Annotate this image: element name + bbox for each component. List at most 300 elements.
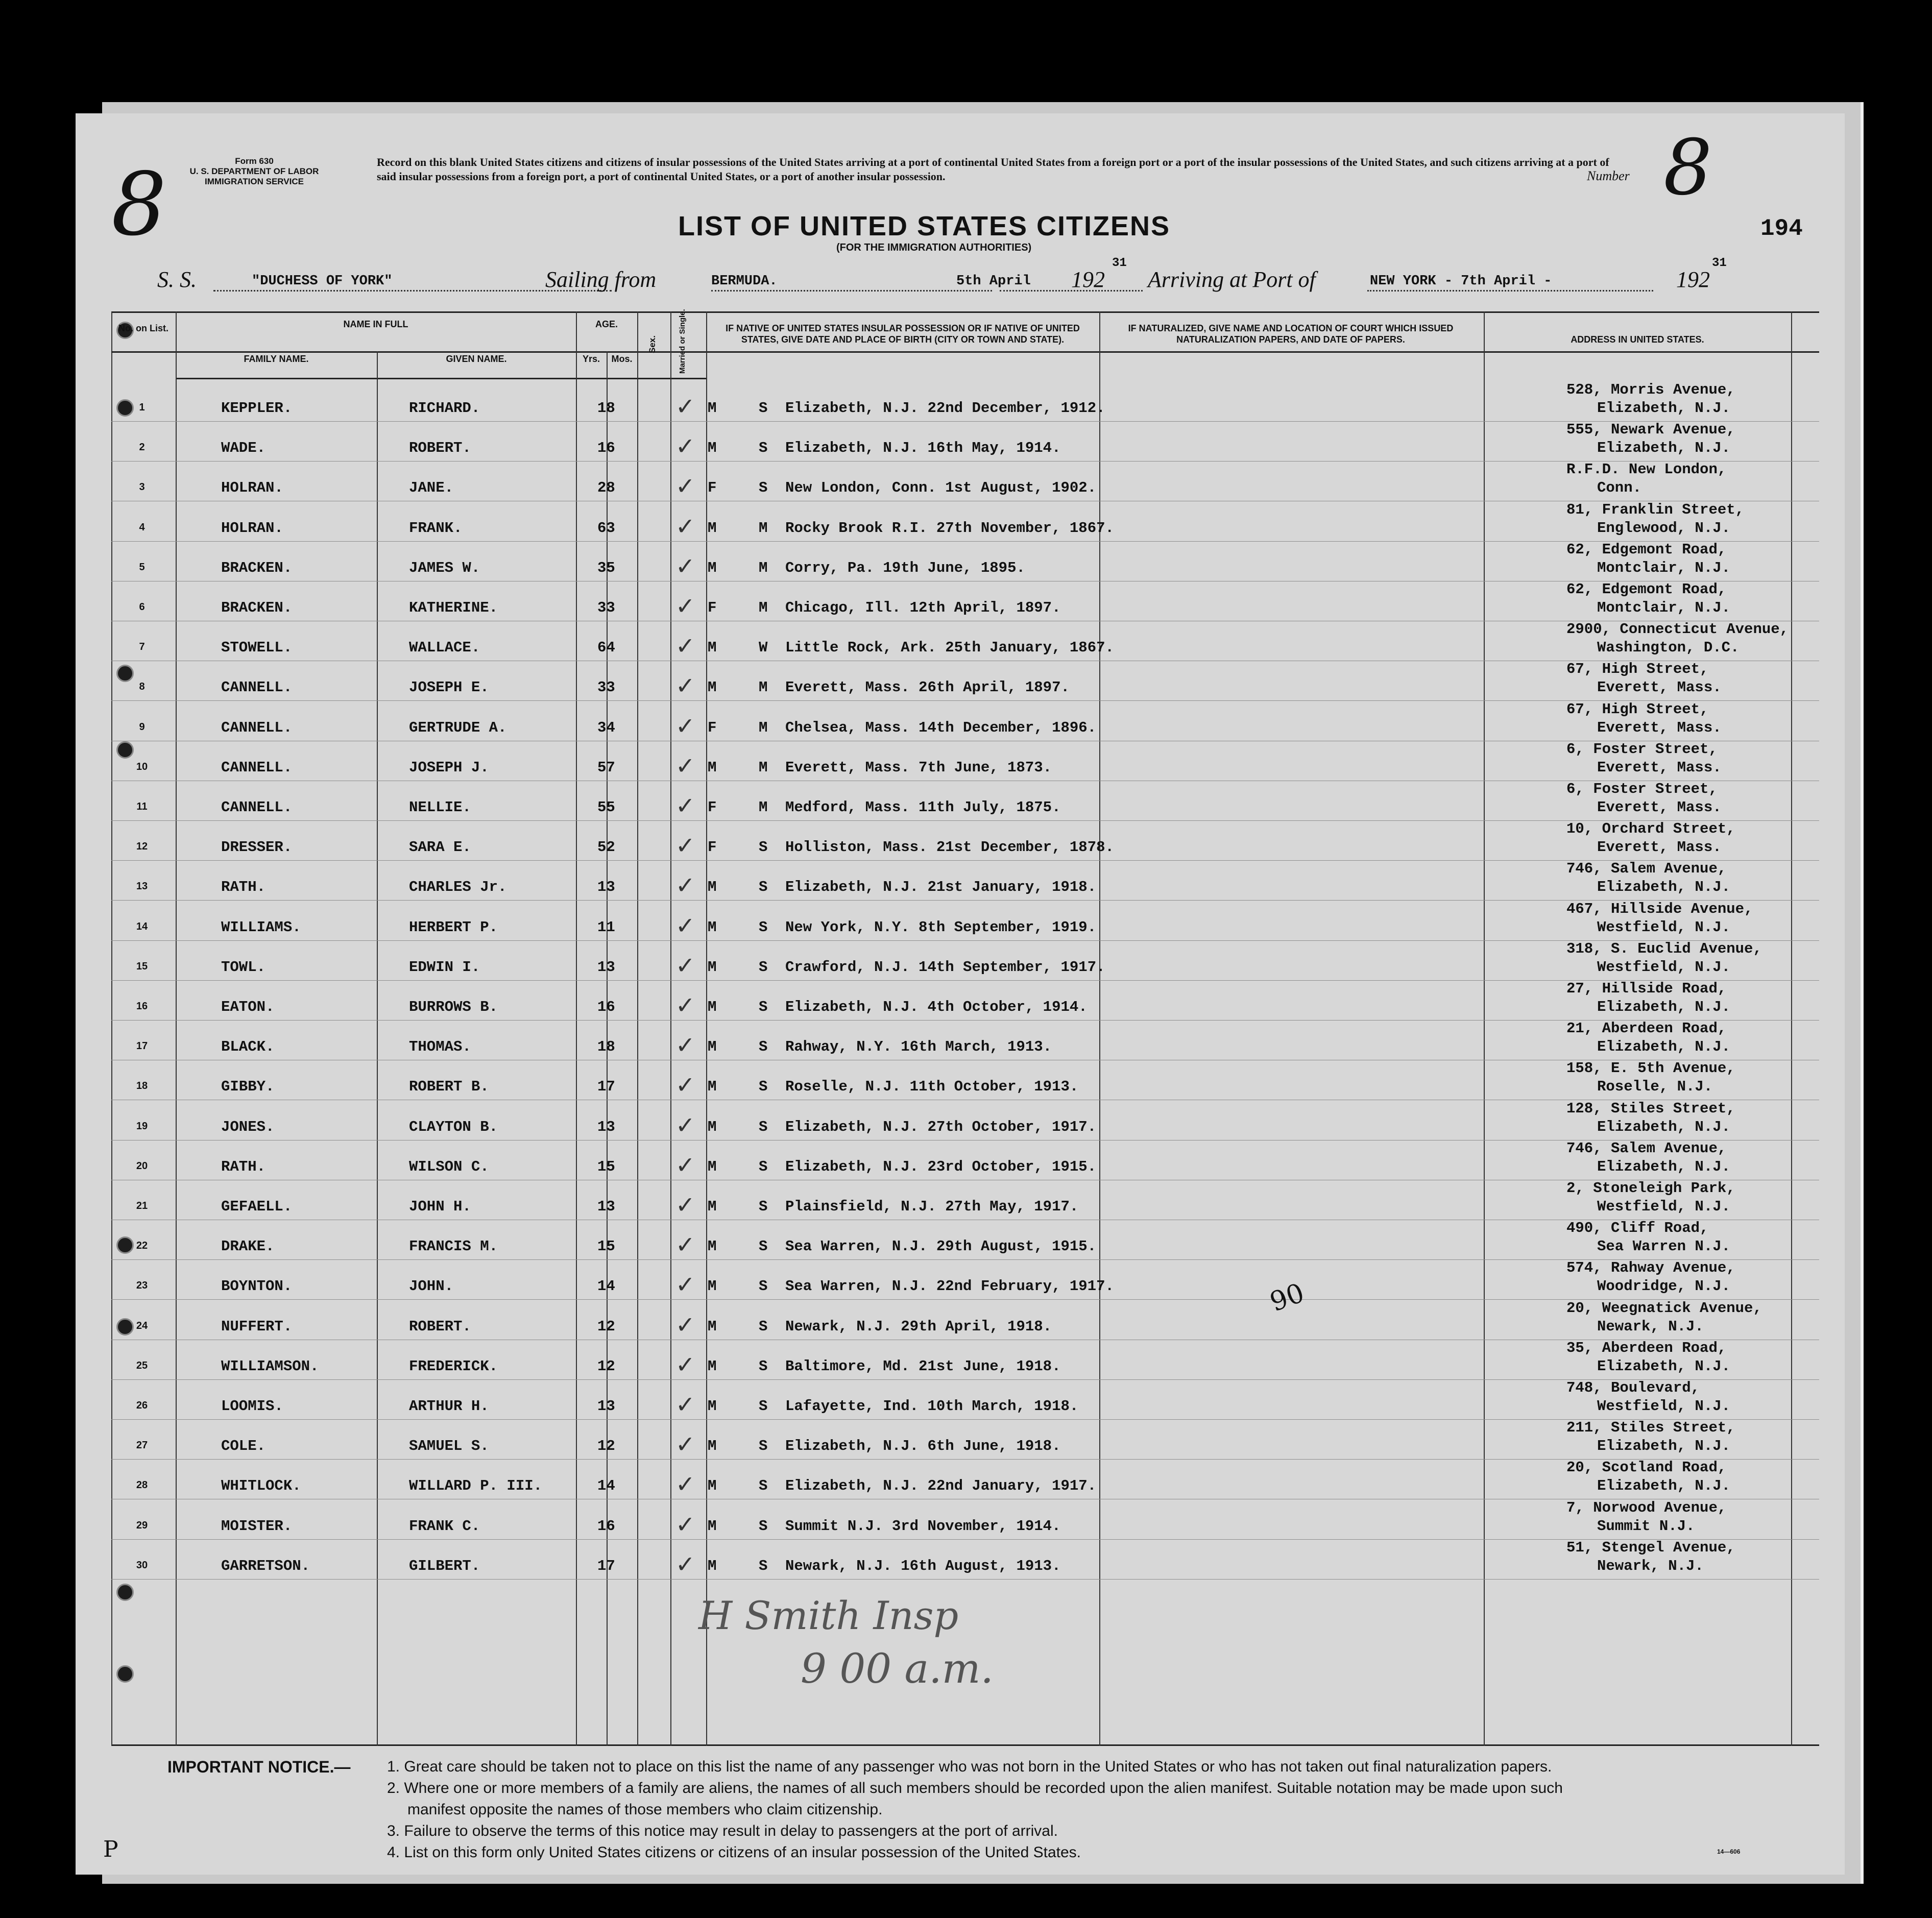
birth-place-date: Roselle, N.J. 11th October, 1913. — [785, 1078, 1079, 1095]
table-row — [111, 940, 1819, 980]
address-line-1: 6, Foster Street, — [1566, 781, 1718, 797]
table-row — [111, 661, 1819, 700]
sex: M — [708, 1477, 717, 1494]
sex: M — [708, 639, 717, 656]
checkmark-icon: ✓ — [675, 712, 695, 740]
family-name: CANNELL. — [221, 719, 293, 736]
sex: M — [708, 1078, 717, 1095]
family-name: WILLIAMSON. — [221, 1358, 319, 1375]
birth-place-date: Chicago, Ill. 12th April, 1897. — [785, 599, 1061, 616]
address-line-1: 7, Norwood Avenue, — [1566, 1499, 1727, 1516]
arrival-port: NEW YORK - 7th April - — [1370, 274, 1552, 289]
table-row — [111, 1300, 1819, 1340]
birth-place-date: Newark, N.J. 29th April, 1918. — [785, 1318, 1052, 1335]
birth-place-date: New York, N.Y. 8th September, 1919. — [785, 919, 1097, 936]
marital-status: M — [759, 599, 768, 616]
sex: M — [708, 520, 717, 537]
marital-status: S — [759, 999, 768, 1015]
page-title: LIST OF UNITED STATES CITIZENS — [678, 211, 1170, 241]
given-name: THOMAS. — [409, 1038, 471, 1055]
address-line-2: Elizabeth, N.J. — [1597, 1438, 1731, 1454]
given-name: ROBERT. — [409, 440, 471, 456]
birth-place-date: Lafayette, Ind. 10th March, 1918. — [785, 1398, 1079, 1415]
family-name: DRESSER. — [221, 839, 293, 856]
checkmark-icon: ✓ — [675, 672, 695, 699]
address-line-2: Elizabeth, N.J. — [1597, 440, 1731, 456]
family-name: TOWL. — [221, 959, 266, 976]
given-name: WALLACE. — [409, 639, 480, 656]
margin-handwritten-mark: 8 — [111, 154, 167, 255]
checkmark-icon: ✓ — [675, 1430, 695, 1458]
address-line-2: Elizabeth, N.J. — [1597, 400, 1731, 417]
family-name: HOLRAN. — [221, 479, 283, 496]
row-number: 21 — [136, 1200, 148, 1211]
birth-place-date: Sea Warren, N.J. 22nd February, 1917. — [785, 1278, 1114, 1295]
birth-place-date: Elizabeth, N.J. 21st January, 1918. — [785, 879, 1097, 895]
col-mos: Mos. — [611, 354, 633, 364]
checkmark-icon: ✓ — [675, 1191, 695, 1219]
department-name: U. S. DEPARTMENT OF LABOR — [189, 166, 319, 176]
given-name: RICHARD. — [409, 400, 480, 417]
marital-status: S — [759, 1238, 768, 1255]
family-name: RATH. — [221, 1158, 266, 1175]
print-code: 14—606 — [1717, 1848, 1741, 1855]
age-years: 34 — [597, 719, 615, 736]
marital-status: S — [759, 479, 768, 496]
checkmark-icon: ✓ — [675, 632, 695, 660]
address-line-2: Elizabeth, N.J. — [1597, 879, 1731, 895]
table-row — [111, 1100, 1819, 1140]
given-name: ARTHUR H. — [409, 1398, 489, 1415]
table-row — [111, 980, 1819, 1020]
notice-lead: IMPORTANT NOTICE.— — [167, 1758, 351, 1776]
address-line-2: Westfield, N.J. — [1597, 1198, 1731, 1215]
given-name: JOSEPH E. — [409, 679, 489, 696]
given-name: GILBERT. — [409, 1558, 480, 1574]
age-years: 52 — [597, 839, 615, 856]
table-row — [111, 1020, 1819, 1060]
col-married: Married or Single. — [678, 309, 687, 374]
marital-status: S — [759, 1558, 768, 1574]
family-name: BRACKEN. — [221, 560, 293, 576]
checkmark-icon: ✓ — [675, 1550, 695, 1578]
given-name: EDWIN I. — [409, 959, 480, 976]
table-row — [111, 381, 1819, 421]
family-name: MOISTER. — [221, 1518, 293, 1535]
sex: M — [708, 1398, 717, 1415]
birth-place-date: Elizabeth, N.J. 22nd January, 1917. — [785, 1477, 1097, 1494]
given-name: JAMES W. — [409, 560, 480, 576]
given-name: FREDERICK. — [409, 1358, 498, 1375]
row-number: 18 — [136, 1080, 148, 1091]
address-line-2: Everett, Mass. — [1597, 679, 1722, 696]
address-line-2: Elizabeth, N.J. — [1597, 1119, 1731, 1135]
family-name: WADE. — [221, 440, 266, 456]
row-number: 14 — [136, 921, 148, 932]
number-label: Number — [1587, 168, 1630, 183]
marital-status: S — [759, 400, 768, 417]
family-name: BLACK. — [221, 1038, 275, 1055]
row-number: 29 — [136, 1520, 148, 1531]
sex: M — [708, 1318, 717, 1335]
birth-place-date: Baltimore, Md. 21st June, 1918. — [785, 1358, 1061, 1375]
row-number: 3 — [139, 481, 145, 493]
checkmark-icon: ✓ — [675, 792, 695, 819]
age-years: 13 — [597, 1398, 615, 1415]
family-name: CANNELL. — [221, 799, 293, 816]
col-name-in-full: NAME IN FULL — [343, 319, 408, 329]
row-number: 28 — [136, 1479, 148, 1491]
address-line-1: 490, Cliff Road, — [1566, 1220, 1709, 1236]
address-line-1: 2, Stoneleigh Park, — [1566, 1180, 1735, 1197]
table-row — [111, 1499, 1819, 1539]
address-line-1: 21, Aberdeen Road, — [1566, 1020, 1727, 1037]
sex: M — [708, 1438, 717, 1454]
ship-name: "DUCHESS OF YORK" — [252, 274, 393, 289]
family-name: CANNELL. — [221, 759, 293, 776]
family-name: LOOMIS. — [221, 1398, 283, 1415]
checkmark-icon: ✓ — [675, 1271, 695, 1298]
address-line-2: Englewood, N.J. — [1597, 520, 1731, 537]
checkmark-icon: ✓ — [675, 432, 695, 460]
checkmark-icon: ✓ — [675, 1511, 695, 1538]
marital-status: S — [759, 1438, 768, 1454]
checkmark-icon: ✓ — [675, 912, 695, 939]
address-line-1: 62, Edgemont Road, — [1566, 541, 1727, 558]
address-line-1: 467, Hillside Avenue, — [1566, 901, 1753, 917]
address-line-1: 81, Franklin Street, — [1566, 501, 1745, 518]
address-line-1: 27, Hillside Road, — [1566, 980, 1727, 997]
sex: M — [708, 959, 717, 976]
table-row — [111, 1140, 1819, 1180]
ss-label: S. S. — [157, 267, 197, 292]
col-address: ADDRESS IN UNITED STATES. — [1571, 334, 1704, 345]
marital-status: S — [759, 1038, 768, 1055]
given-name: JOHN H. — [409, 1198, 471, 1215]
row-number: 9 — [139, 721, 145, 733]
family-name: STOWELL. — [221, 639, 293, 656]
address-line-2: Sea Warren N.J. — [1597, 1238, 1731, 1255]
address-line-2: Woodridge, N.J. — [1597, 1278, 1731, 1295]
row-rule — [111, 1579, 1819, 1580]
given-name: CHARLES Jr. — [409, 879, 507, 895]
birth-place-date: Everett, Mass. 7th June, 1873. — [785, 759, 1052, 776]
age-years: 15 — [597, 1238, 615, 1255]
address-line-1: R.F.D. New London, — [1566, 461, 1727, 478]
age-years: 14 — [597, 1278, 615, 1295]
row-number: 13 — [136, 881, 148, 892]
table-row — [111, 501, 1819, 541]
checkmark-icon: ✓ — [675, 552, 695, 580]
table-row — [111, 741, 1819, 781]
form-instruction: Record on this blank United States citizens and citizens of insular possessions of the United States arriving at a port of continental United States from a foreign port or a port of the insular possessions of the United States, and such citizens arriving at a port of said insular possessions from a foreign port, a port of continental United States, or a port of another insular possession. — [377, 156, 1609, 183]
age-years: 16 — [597, 1518, 615, 1535]
table-row — [111, 1459, 1819, 1499]
table-row — [111, 1259, 1819, 1299]
birth-place-date: Elizabeth, N.J. 27th October, 1917. — [785, 1119, 1097, 1135]
sailing-year: 192 — [1071, 267, 1105, 292]
address-line-1: 746, Salem Avenue, — [1566, 1140, 1727, 1157]
table-row — [111, 701, 1819, 741]
address-line-1: 211, Stiles Street, — [1566, 1419, 1735, 1436]
table-row — [111, 1180, 1819, 1220]
address-line-1: 62, Edgemont Road, — [1566, 581, 1727, 598]
marital-status: M — [759, 520, 768, 537]
family-name: HOLRAN. — [221, 520, 283, 537]
age-years: 18 — [597, 1038, 615, 1055]
row-number: 8 — [139, 681, 145, 692]
family-name: DRAKE. — [221, 1238, 275, 1255]
table-row — [111, 1539, 1819, 1579]
sex: F — [708, 479, 717, 496]
age-years: 13 — [597, 879, 615, 895]
sex: M — [708, 1278, 717, 1295]
col-yrs: Yrs. — [582, 354, 600, 364]
table-row — [111, 1340, 1819, 1379]
marital-status: S — [759, 959, 768, 976]
checkmark-icon: ✓ — [675, 952, 695, 979]
marital-status: S — [759, 919, 768, 936]
number-value: 8 — [1663, 124, 1712, 212]
handwritten-time: 9 00 a.m. — [801, 1645, 994, 1692]
arrival-year-handwritten: 31 — [1712, 256, 1727, 270]
marital-status: M — [759, 759, 768, 776]
address-line-2: Westfield, N.J. — [1597, 919, 1731, 936]
address-line-1: 555, Newark Avenue, — [1566, 421, 1735, 438]
family-name: EATON. — [221, 999, 275, 1015]
age-years: 16 — [597, 440, 615, 456]
address-line-1: 6, Foster Street, — [1566, 741, 1718, 758]
row-number: 2 — [139, 442, 145, 453]
family-name: GIBBY. — [221, 1078, 275, 1095]
row-number: 12 — [136, 841, 148, 852]
checkmark-icon: ✓ — [675, 1071, 695, 1099]
family-name: CANNELL. — [221, 679, 293, 696]
sex: F — [708, 839, 717, 856]
address-line-2: Everett, Mass. — [1597, 759, 1722, 776]
col-sex: Sex. — [647, 335, 657, 353]
address-line-2: Elizabeth, N.J. — [1597, 1477, 1731, 1494]
checkmark-icon: ✓ — [675, 393, 695, 420]
family-name: WILLIAMS. — [221, 919, 301, 936]
address-line-2: Elizabeth, N.J. — [1597, 1038, 1731, 1055]
sex: M — [708, 1038, 717, 1055]
checkmark-icon: ✓ — [675, 1031, 695, 1059]
age-years: 16 — [597, 999, 615, 1015]
checkmark-icon: ✓ — [675, 592, 695, 620]
table-row — [111, 1060, 1819, 1100]
family-name: NUFFERT. — [221, 1318, 293, 1335]
given-name: WILSON C. — [409, 1158, 489, 1175]
row-number: 15 — [136, 961, 148, 972]
table-row — [111, 860, 1819, 900]
address-line-2: Everett, Mass. — [1597, 839, 1722, 856]
given-name: GERTRUDE A. — [409, 719, 507, 736]
address-line-1: 318, S. Euclid Avenue, — [1566, 940, 1762, 957]
table-row — [111, 421, 1819, 461]
marital-status: S — [759, 1278, 768, 1295]
checkmark-icon: ✓ — [675, 1231, 695, 1258]
birth-place-date: Corry, Pa. 19th June, 1895. — [785, 560, 1025, 576]
age-years: 63 — [597, 520, 615, 537]
address-line-2: Newark, N.J. — [1597, 1318, 1704, 1335]
table-row — [111, 781, 1819, 820]
sailing-year-handwritten: 31 — [1112, 256, 1127, 270]
given-name: SARA E. — [409, 839, 471, 856]
table-row — [111, 820, 1819, 860]
family-name: BOYNTON. — [221, 1278, 293, 1295]
table-row — [111, 581, 1819, 621]
marital-status: S — [759, 1477, 768, 1494]
address-line-2: Westfield, N.J. — [1597, 1398, 1731, 1415]
row-number: 11 — [136, 801, 148, 812]
row-number: 19 — [136, 1121, 148, 1132]
given-name: ROBERT B. — [409, 1078, 489, 1095]
checkmark-icon: ✓ — [675, 513, 695, 540]
table-row — [111, 1379, 1819, 1419]
sailing-date: 5th April — [956, 274, 1031, 289]
header-rule — [111, 351, 1819, 353]
age-years: 33 — [597, 599, 615, 616]
checkmark-icon: ✓ — [675, 832, 695, 859]
page-subtitle: (FOR THE IMMIGRATION AUTHORITIES) — [836, 242, 1032, 253]
age-years: 28 — [597, 479, 615, 496]
table-row — [111, 1220, 1819, 1259]
row-number: 27 — [136, 1440, 148, 1451]
service-name: IMMIGRATION SERVICE — [205, 177, 304, 186]
marital-status: S — [759, 1358, 768, 1375]
family-name: GEFAELL. — [221, 1198, 293, 1215]
address-line-1: 35, Aberdeen Road, — [1566, 1340, 1727, 1356]
row-number: 16 — [136, 1001, 148, 1012]
col-age: AGE. — [595, 319, 618, 329]
checkmark-icon: ✓ — [675, 1111, 695, 1139]
given-name: JANE. — [409, 479, 454, 496]
sex: M — [708, 400, 717, 417]
sex: M — [708, 1518, 717, 1535]
checkmark-icon: ✓ — [675, 871, 695, 899]
marital-status: S — [759, 1318, 768, 1335]
age-years: 13 — [597, 959, 615, 976]
arriving-label: Arriving at Port of — [1148, 267, 1316, 292]
col-given-name: GIVEN NAME. — [446, 354, 507, 364]
birth-place-date: Medford, Mass. 11th July, 1875. — [785, 799, 1061, 816]
page-stamp: 194 — [1760, 215, 1803, 242]
marital-status: S — [759, 1158, 768, 1175]
table-row — [111, 541, 1819, 581]
form-identifier — [185, 156, 323, 187]
row-number: 10 — [136, 761, 148, 772]
row-number: 20 — [136, 1160, 148, 1172]
row-number: 4 — [139, 522, 145, 533]
row-number: 17 — [136, 1040, 148, 1052]
given-name: CLAYTON B. — [409, 1119, 498, 1135]
row-number: 30 — [136, 1560, 148, 1571]
table-row — [111, 461, 1819, 501]
form-number: Form 630 — [235, 156, 274, 166]
checkmark-icon: ✓ — [675, 752, 695, 780]
row-number: 24 — [136, 1320, 148, 1331]
given-name: JOSEPH J. — [409, 759, 489, 776]
sex: M — [708, 1158, 717, 1175]
birth-place-date: Elizabeth, N.J. 16th May, 1914. — [785, 440, 1061, 456]
sailing-dotline — [711, 290, 992, 292]
row-number: 26 — [136, 1400, 148, 1411]
sex: M — [708, 1358, 717, 1375]
birth-place-date: Rahway, N.Y. 16th March, 1913. — [785, 1038, 1052, 1055]
marital-status: S — [759, 440, 768, 456]
birth-place-date: Rocky Brook R.I. 27th November, 1867. — [785, 520, 1114, 537]
sex: F — [708, 799, 717, 816]
sex: F — [708, 719, 717, 736]
address-line-1: 51, Stengel Avenue, — [1566, 1539, 1735, 1556]
address-line-2: Elizabeth, N.J. — [1597, 1358, 1731, 1375]
corner-mark: P — [103, 1836, 118, 1862]
address-line-2: Montclair, N.J. — [1597, 599, 1731, 616]
sex: M — [708, 999, 717, 1015]
age-years: 12 — [597, 1318, 615, 1335]
family-name: BRACKEN. — [221, 599, 293, 616]
row-number: 23 — [136, 1280, 148, 1291]
marital-status: S — [759, 1518, 768, 1535]
stray-handwritten-mark: 90 — [1266, 1277, 1309, 1318]
sex: M — [708, 560, 717, 576]
address-line-1: 20, Weegnatick Avenue, — [1566, 1300, 1762, 1317]
marital-status: W — [759, 639, 768, 656]
age-years: 11 — [597, 919, 615, 936]
header-subrule — [176, 378, 707, 379]
age-years: 13 — [597, 1198, 615, 1215]
birth-place-date: Holliston, Mass. 21st December, 1878. — [785, 839, 1114, 856]
family-name: GARRETSON. — [221, 1558, 310, 1574]
checkmark-icon: ✓ — [675, 1391, 695, 1418]
marital-status: S — [759, 839, 768, 856]
given-name: FRANK C. — [409, 1518, 480, 1535]
birth-place-date: New London, Conn. 1st August, 1902. — [785, 479, 1097, 496]
marital-status: S — [759, 1198, 768, 1215]
given-name: FRANK. — [409, 520, 463, 537]
given-name: NELLIE. — [409, 799, 471, 816]
address-line-1: 746, Salem Avenue, — [1566, 860, 1727, 877]
col-no: No. on List. — [118, 323, 168, 333]
checkmark-icon: ✓ — [675, 991, 695, 1019]
sex: M — [708, 679, 717, 696]
age-years: 14 — [597, 1477, 615, 1494]
age-years: 17 — [597, 1558, 615, 1574]
address-line-2: Elizabeth, N.J. — [1597, 1158, 1731, 1175]
family-name: WHITLOCK. — [221, 1477, 301, 1494]
col-naturalized: IF NATURALIZED, GIVE NAME AND LOCATION OF COURT WHICH ISSUED NATURALIZATION PAPERS, AND DATE OF PAPERS. — [1128, 323, 1454, 345]
address-line-1: 128, Stiles Street, — [1566, 1100, 1735, 1117]
checkmark-icon: ✓ — [675, 1311, 695, 1339]
birth-place-date: Crawford, N.J. 14th September, 1917. — [785, 959, 1105, 976]
given-name: ROBERT. — [409, 1318, 471, 1335]
birth-place-date: Chelsea, Mass. 14th December, 1896. — [785, 719, 1097, 736]
row-number: 6 — [139, 601, 145, 613]
age-years: 13 — [597, 1119, 615, 1135]
family-name: RATH. — [221, 879, 266, 895]
checkmark-icon: ✓ — [675, 1470, 695, 1498]
notice-item-4: 4. List on this form only United States citizens or citizens of an insular possession of the United States. — [387, 1844, 1081, 1861]
sex: M — [708, 919, 717, 936]
birth-place-date: Elizabeth, N.J. 4th October, 1914. — [785, 999, 1088, 1015]
table-row — [111, 1419, 1819, 1459]
given-name: KATHERINE. — [409, 599, 498, 616]
notice-item-1: 1. Great care should be taken not to place on this list the name of any passenger who was not born in the United States or who has not taken out final naturalization papers. — [387, 1758, 1552, 1775]
address-line-1: 748, Boulevard, — [1566, 1379, 1700, 1396]
row-number: 5 — [139, 562, 145, 573]
address-line-1: 10, Orchard Street, — [1566, 820, 1735, 837]
